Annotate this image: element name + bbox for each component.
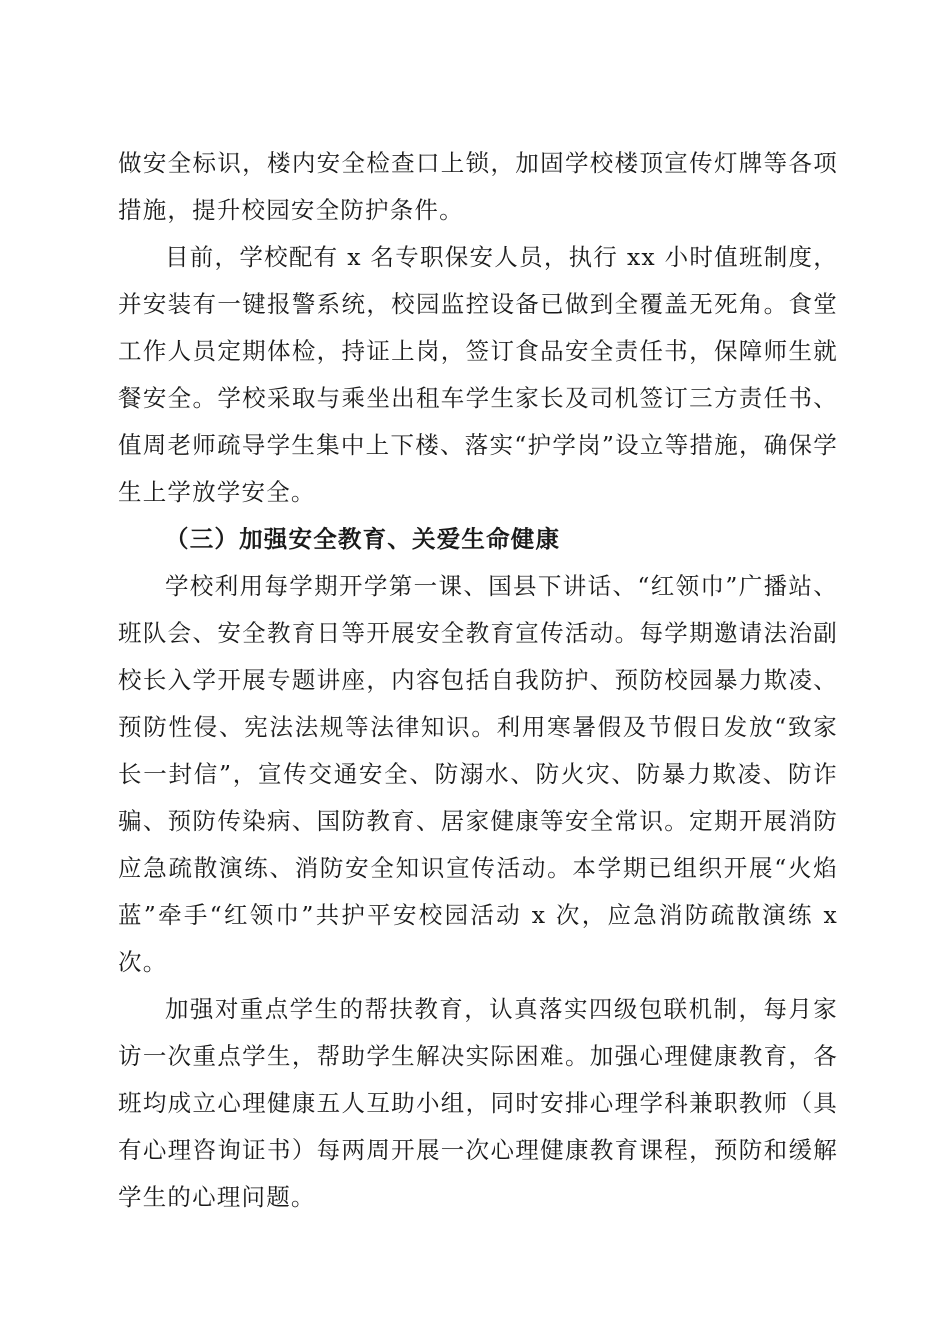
- paragraph-security-staff: 目前，学校配有 x 名专职保安人员，执行 xx 小时值班制度，并安装有一键报警系统，校园监控设备已做到全覆盖无死角。食堂工作人员定期体检，持证上岗，签订食品安全责任书，保障师生就餐安全。学校采取与乘坐出租车学生家长及司机签订三方责任书、值周老师疏导学生集中上下楼、落实“护学岗”设立等措施，确保学生上学放学安全。: [118, 243, 838, 506]
- document-body: [118, 140, 838, 1221]
- paragraph-safety-education: 学校利用每学期开学第一课、国县下讲话、“红领巾”广播站、班队会、安全教育日等开展安全教育宣传活动。每学期邀请法治副校长入学开展专题讲座，内容包括自我防护、预防校园暴力欺凌、预防性侵、宪法法规等法律知识。利用寒暑假及节假日发放“致家长一封信”，宣传交通安全、防溺水、防火灾、防暴力欺凌、防诈骗、预防传染病、国防教育、居家健康等安全常识。定期开展消防应急疏散演练、消防安全知识宣传活动。本学期已组织开展“火焰蓝”牵手“红领巾”共护平安校园活动 x 次，应急消防疏散演练 x 次。: [118, 572, 838, 976]
- paragraph-continuation: 做安全标识，楼内安全检查口上锁，加固学校楼顶宣传灯牌等各项措施，提升校园安全防护条件。: [118, 149, 838, 224]
- section-heading-safety-education: （三）加强安全教育、关爱生命健康: [165, 525, 561, 553]
- paragraph-student-support: 加强对重点学生的帮扶教育，认真落实四级包联机制，每月家访一次重点学生，帮助学生解决实际困难。加强心理健康教育，各班均成立心理健康五人互助小组，同时安排心理学科兼职教师（具有心理咨询证书）每两周开展一次心理健康教育课程，预防和缓解学生的心理问题。: [118, 995, 838, 1211]
